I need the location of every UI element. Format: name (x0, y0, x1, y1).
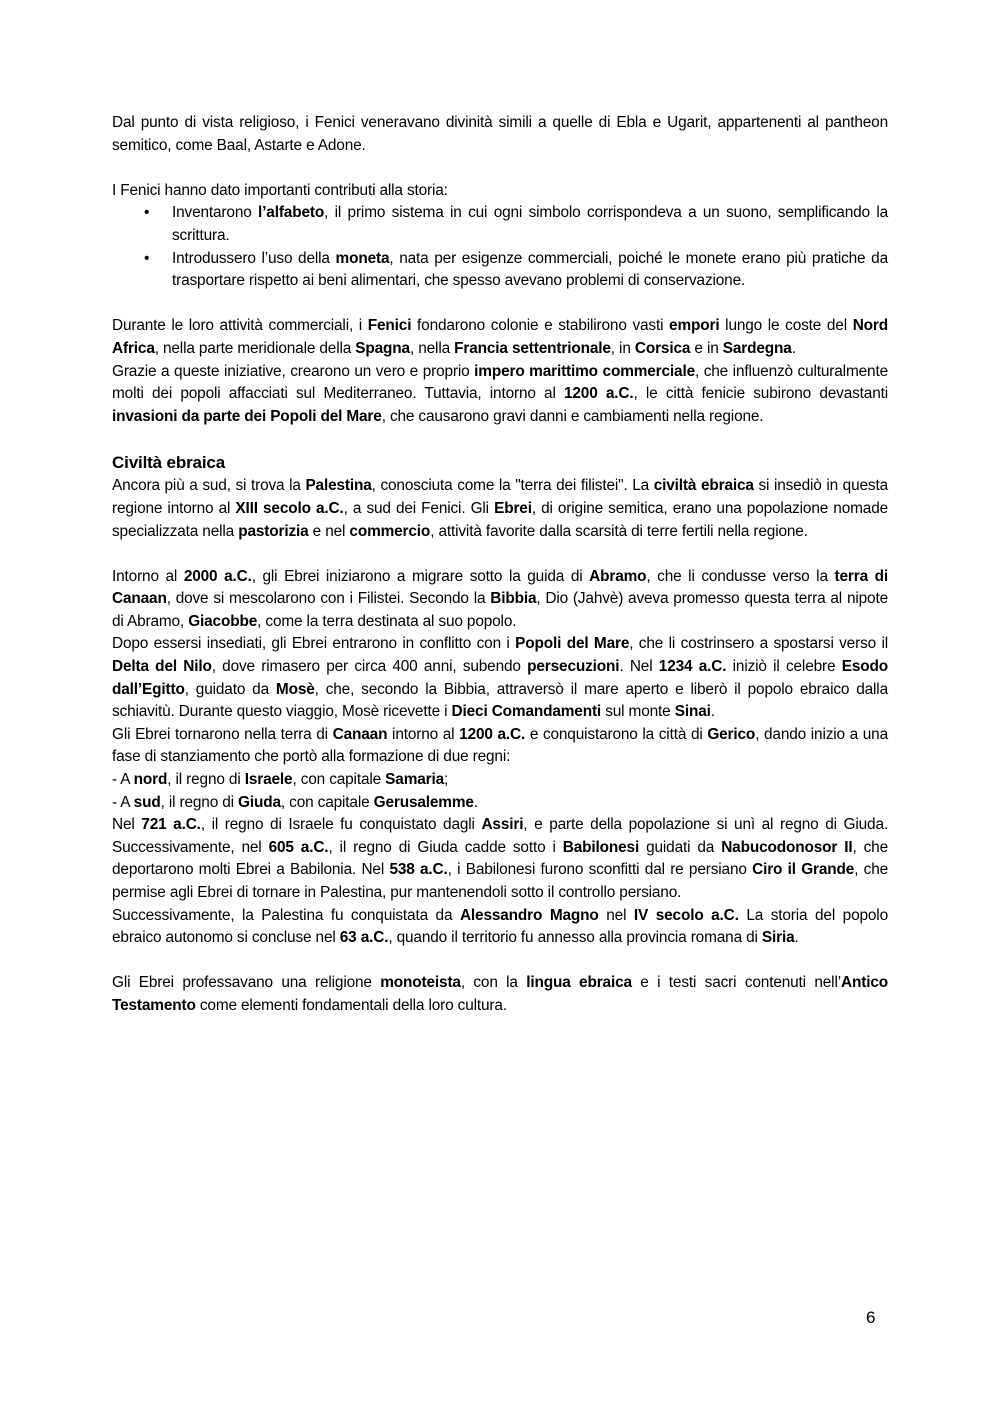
text-span: , conosciuta come la "terra dei filistei". La (371, 477, 654, 495)
bold-text: invasioni da parte dei Popoli del Mare (112, 407, 382, 425)
bold-text: monoteista (380, 974, 461, 992)
bold-text: 1234 a.C. (658, 658, 727, 676)
bold-text: Abramo (589, 567, 647, 585)
bold-text: Bibbia (490, 590, 537, 608)
text-span: Gli Ebrei professavano una religione (112, 974, 381, 992)
bold-text: Giuda (238, 793, 281, 811)
bold-text: Samaria (385, 771, 445, 789)
bold-text: Delta del Nilo (112, 658, 212, 676)
text-span: , con la (460, 974, 527, 992)
text-span: , nella parte meridionale della (154, 339, 356, 357)
list-item (172, 202, 888, 247)
paragraph-regno-nord (112, 769, 888, 792)
bold-text: Alessandro Magno (459, 906, 599, 924)
text-span: iniziò il celebre (726, 658, 842, 676)
text-span: nel (598, 906, 634, 924)
text-span: , il primo sistema in cui ogni simbolo corrispondeva a un suono, semplificando la scrittura. (172, 204, 888, 244)
bold-text: Francia settentrionale (454, 339, 611, 357)
text-span: e in (690, 339, 723, 357)
bold-text: Palestina (305, 477, 372, 495)
text-span: , nella (409, 339, 455, 357)
bold-text: Antico Testamento (112, 974, 888, 1014)
bold-text: empori (669, 317, 720, 335)
bold-text: lingua ebraica (526, 974, 632, 992)
bold-text: Esodo dall’Egitto (112, 658, 888, 698)
paragraph-contributi-intro (112, 180, 888, 203)
text-span: lungo le coste del (719, 317, 853, 335)
text-span: fondarono colonie e stabilirono vasti (411, 317, 670, 335)
text-span: ; (444, 771, 449, 789)
text-span: - A (112, 793, 134, 811)
bold-text: Canaan (332, 725, 388, 743)
bold-text: Ciro il Grande (752, 861, 855, 879)
text-span: , quando il territorio fu annesso alla provincia romana di (388, 929, 762, 947)
bold-text: Spagna (355, 339, 410, 357)
bold-text: 63 a.C. (339, 929, 389, 947)
text-span: , guidato da (184, 680, 276, 698)
bold-text: Assiri (481, 816, 524, 834)
bold-text: Gerusalemme (373, 793, 474, 811)
bold-text: XIII secolo a.C. (235, 499, 344, 517)
text-span: si insediò in questa regione intorno al (112, 477, 888, 517)
contributi-list (112, 202, 888, 292)
bold-text: Giacobbe (188, 612, 258, 630)
text-span: Gli Ebrei tornarono nella terra di (112, 725, 333, 743)
bold-text: Gerico (707, 725, 756, 743)
bold-text: Israele (244, 771, 293, 789)
bold-text: persecuzioni (527, 658, 620, 676)
text-span: , che causarono gravi danni e cambiamenti nella regione. (381, 407, 764, 425)
text-span: , le città fenicie subirono devastanti (633, 385, 888, 403)
text-span: , che deportarono molti Ebrei a Babilonia. Nel (112, 838, 889, 879)
text-span: sul monte (601, 703, 675, 721)
text-span: , dando inizio a una fase di stanziamento che portò alla formazione di due regni: (112, 725, 888, 766)
paragraph-colonie (112, 315, 888, 360)
text-span: Durante le loro attività commerciali, i (112, 317, 368, 335)
text-span: Nel (112, 816, 142, 834)
text-span: , gli Ebrei iniziarono a migrare sotto la guida di (251, 567, 590, 585)
text-span: , in (610, 339, 635, 357)
text-span: Grazie a queste iniziative, crearono un vero e proprio (112, 362, 475, 380)
page-number: 6 (866, 1308, 876, 1327)
paragraph-assiri (112, 814, 888, 904)
paragraph-alessandro (112, 905, 888, 950)
paragraph-impero (112, 361, 888, 429)
bold-text: Fenici (367, 317, 412, 335)
text-span: Intorno al (112, 567, 184, 585)
text-span: , come la terra destinata al suo popolo. (257, 612, 517, 630)
text-span: , nata per esigenze commerciali, poiché le monete erano più pratiche da trasportare rispetto ai beni alimentari, che spesso avevano problemi di conservazione. (172, 249, 888, 290)
text-span: Successivamente, la Palestina fu conquistata da (112, 906, 460, 924)
text-span: , il regno di (167, 771, 245, 789)
bold-text: 721 a.C. (141, 816, 201, 834)
text-span: , il regno di Israele fu conquistato dagli (200, 816, 482, 834)
text-span: guidati da (639, 838, 722, 856)
text-span: , Dio (Jahvè) aveva promesso questa terra al nipote di Abramo, (112, 590, 888, 630)
paragraph-regno-sud (112, 792, 888, 815)
text-span: , che li condusse verso la (646, 567, 835, 585)
bold-text: 538 a.C. (389, 861, 448, 879)
bold-text: Corsica (634, 339, 691, 357)
paragraph-canaan (112, 724, 888, 769)
bold-text: Mosè (275, 680, 315, 698)
bold-text: Babilonesi (562, 838, 640, 856)
bold-text: Popoli del Mare (515, 635, 630, 653)
text-span: , che li costrinsero a spostarsi verso il (629, 635, 888, 653)
list-item (172, 248, 888, 293)
bold-text: Ebrei (494, 499, 532, 517)
text-span: Dal punto di vista religioso, i Fenici veneravano divinità simili a quelle di Ebla e Ugarit, appartenenti al pantheon semitico, come Baal, Astarte e Adone. (112, 114, 888, 154)
text-span: , attività favorite dalla scarsità di terre fertili nella regione. (430, 522, 808, 540)
text-span: , e parte della popolazione si unì al regno di Giuda. Successivamente, nel (112, 816, 888, 856)
bold-text: impero marittimo commerciale (474, 362, 695, 380)
text-span: Dopo essersi insediati, gli Ebrei entrarono in conflitto con i (112, 635, 516, 653)
text-span: e nel (308, 522, 350, 540)
text-span: , dove si mescolarono con i Filistei. Secondo la (166, 590, 491, 608)
bold-text: 1200 a.C. (459, 725, 526, 743)
bold-text: Dieci Comandamenti (451, 703, 602, 721)
paragraph-palestina (112, 475, 888, 543)
paragraph-esodo (112, 633, 888, 723)
text-span: , il regno di Giuda cadde sotto i (328, 838, 563, 856)
paragraph-religion (112, 112, 888, 157)
text-span: , dove rimasero per circa 400 anni, subendo (211, 658, 528, 676)
text-span: intorno al (387, 725, 460, 743)
bold-text: 2000 a.C. (183, 567, 252, 585)
text-span: , con capitale (280, 793, 374, 811)
bold-text: Sinai (674, 703, 711, 721)
text-span: e conquistarono la città di (525, 725, 708, 743)
bold-text: 1200 a.C. (563, 385, 634, 403)
text-span: , con capitale (292, 771, 386, 789)
text-span: come elementi fondamentali della loro cultura. (195, 996, 507, 1014)
paragraph-religione-ebraica (112, 972, 888, 1017)
text-span: . (794, 929, 799, 947)
bold-text: moneta (335, 249, 390, 267)
text-span: . Nel (619, 658, 659, 676)
text-span: , a sud dei Fenici. Gli (343, 499, 495, 517)
text-span: - A (112, 771, 134, 789)
bold-text: nord (133, 771, 168, 789)
section-heading: Civiltà ebraica (112, 453, 226, 473)
bold-text: pastorizia (238, 522, 309, 540)
text-span: , che permise agli Ebrei di tornare in Palestina, pur mantenendoli sotto il controllo persiano. (112, 861, 889, 901)
text-span: I Fenici hanno dato importanti contributi alla storia: (112, 181, 448, 199)
bold-text: IV secolo a.C. (633, 906, 739, 924)
text-span: , il regno di (160, 793, 239, 811)
bold-text: Siria (761, 929, 795, 947)
bold-text: Nord Africa (112, 317, 888, 357)
text-span: . (473, 793, 478, 811)
bold-text: civiltà ebraica (653, 477, 754, 495)
text-span: Ancora più a sud, si trova la (112, 477, 306, 495)
document-body (112, 112, 888, 1018)
bold-text: sud (133, 793, 161, 811)
bold-text: Nabucodonosor II (721, 838, 853, 856)
text-span: . (710, 703, 715, 721)
bold-text: commercio (349, 522, 431, 540)
text-span: e i testi sacri contenuti nell’ (631, 974, 841, 992)
text-span: , che, secondo la Bibbia, attraversò il mare aperto e liberò il popolo ebraico dalla schiavitù. Durante questo viaggio, Mosè ricevette i (112, 680, 888, 721)
bold-text: l’alfabeto (258, 204, 325, 222)
paragraph-abramo (112, 566, 888, 634)
bold-text: 605 a.C. (268, 838, 329, 856)
text-span: , che influenzò culturalmente molti dei popoli affacciati sul Mediterraneo. Tuttavia, intorno al (112, 362, 888, 403)
text-span: , di origine semitica, erano una popolazione nomade specializzata nella (112, 499, 889, 540)
bold-text: Sardegna (722, 339, 792, 357)
text-span: . (791, 339, 796, 357)
text-span: La storia del popolo ebraico autonomo si concluse nel (112, 906, 888, 947)
bold-text: terra di Canaan (112, 567, 888, 608)
text-span: , i Babilonesi furono sconfitti dal re persiano (447, 861, 753, 879)
text-span: Inventarono (172, 204, 259, 222)
text-span: Introdussero l’uso della (172, 249, 336, 267)
